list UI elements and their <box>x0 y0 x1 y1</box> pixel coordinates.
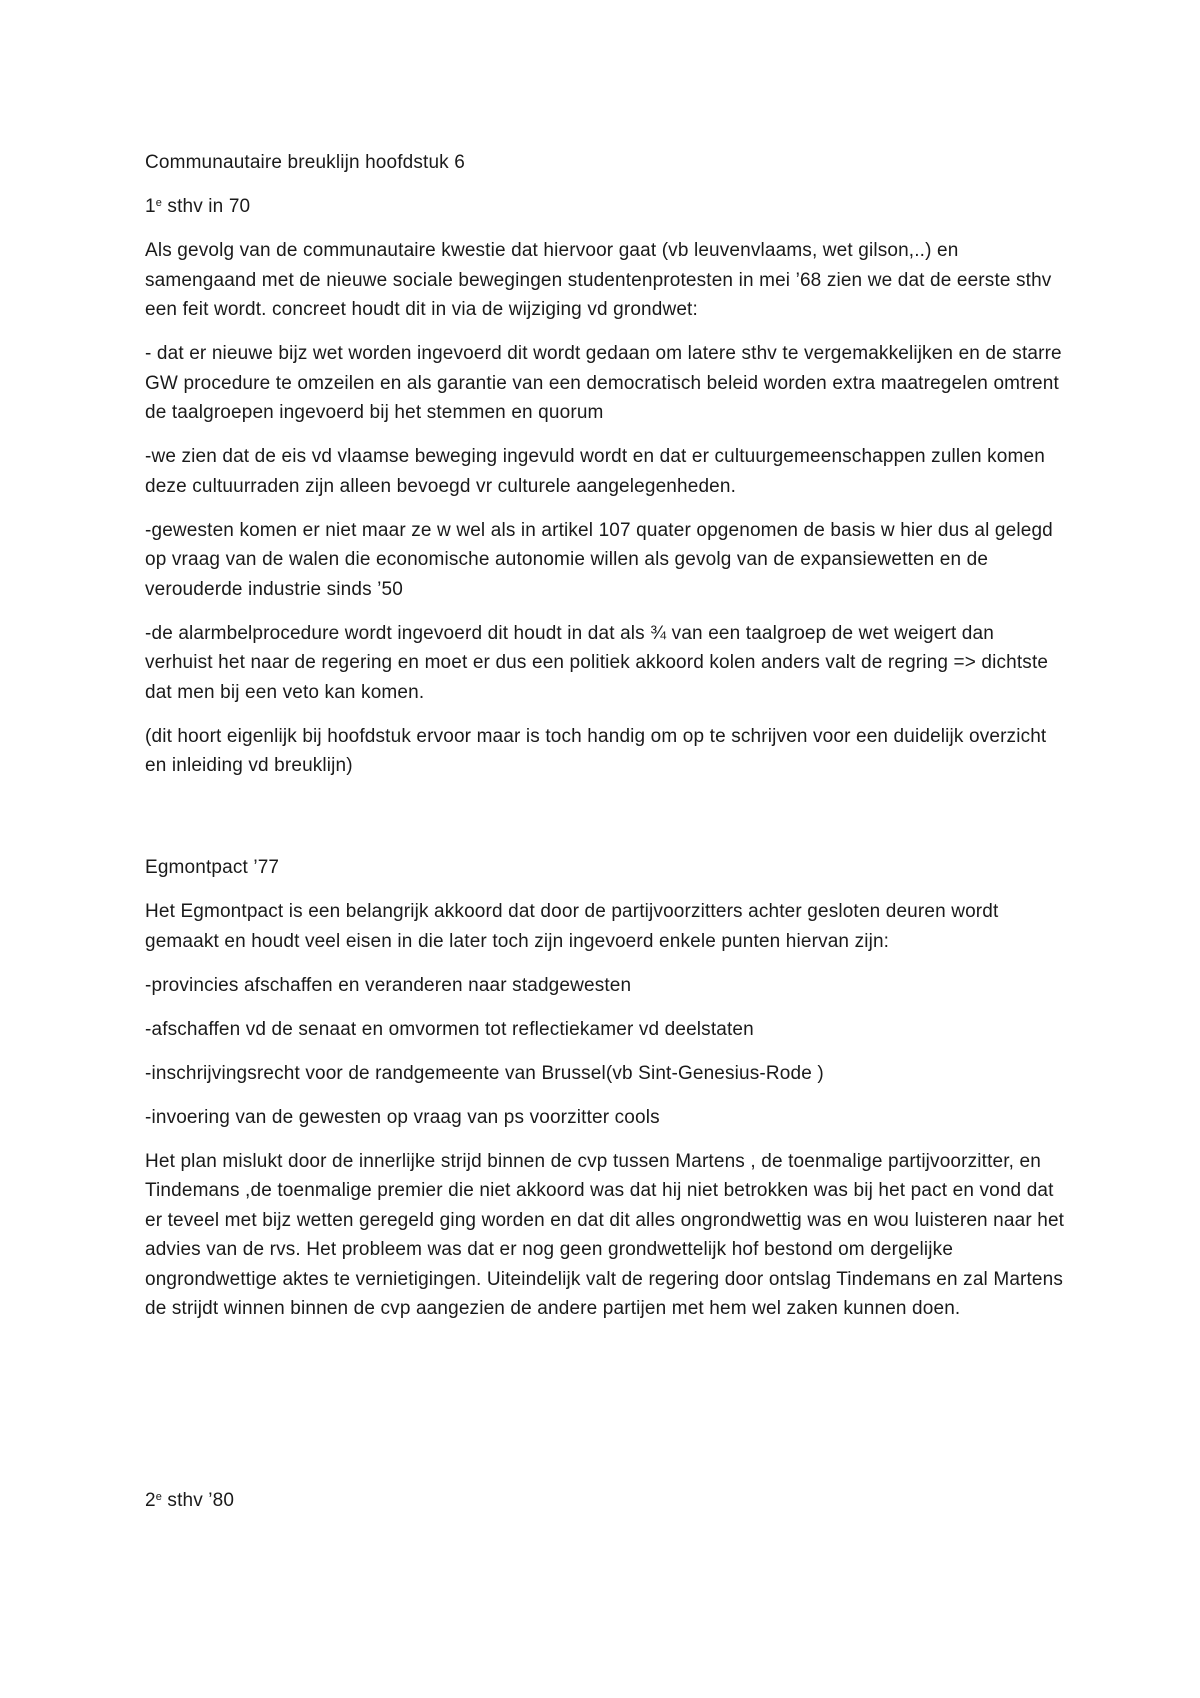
bullet-paragraph: -afschaffen vd de senaat en omvormen tot reflectiekamer vd deelstaten <box>145 1018 754 1040</box>
bullet-paragraph: -invoering van de gewesten op vraag van ps voorzitter cools <box>145 1106 660 1128</box>
subheading-text: sthv ’80 <box>162 1490 235 1511</box>
section-title: Egmontpact ’77 <box>145 857 280 878</box>
bullet-paragraph: -provincies afschaffen en veranderen naar stadgewesten <box>145 974 632 996</box>
subheading-ordinal: e <box>155 1491 162 1503</box>
bullet-paragraph: - dat er nieuwe bijz wet worden ingevoerd dit wordt gedaan om latere sthv te vergemakkelijken en de starre GW procedure te omzeilen en als garantie van een democratisch beleid worden extra maatregelen omtrent de taalgroepen ingevoerd bij het stemmen en quorum <box>145 343 1062 423</box>
document-page <box>145 148 1065 1530</box>
subheading-text: sthv in 70 <box>162 196 251 217</box>
subheading <box>145 192 1065 222</box>
blank-space <box>145 795 1065 853</box>
note-paragraph: (dit hoort eigenlijk bij hoofdstuk ervoor maar is toch handig om op te schrijven voor een duidelijk overzicht en inleiding vd breuklijn) <box>145 725 1047 776</box>
bullet-paragraph: -gewesten komen er niet maar ze w wel als in artikel 107 quater opgenomen de basis w hier dus al gelegd op vraag van de walen die economische autonomie willen als gevolg van de expansiewetten en de verouderde industrie sinds ’50 <box>145 519 1053 600</box>
intro-paragraph: Als gevolg van de communautaire kwestie dat hiervoor gaat (vb leuvenvlaams, wet gilson,..) en samengaand met de nieuwe sociale bewegingen studentenprotesten in mei ’68 zien we dat de eerste sthv een feit wordt. concreet houdt dit in via de wijziging vd grondwet: <box>145 240 1052 320</box>
blank-space <box>145 1338 1065 1486</box>
subheading-number: 1 <box>145 196 156 217</box>
bullet-paragraph: -inschrijvingsrecht voor de randgemeente van Brussel(vb Sint-Genesius-Rode ) <box>145 1062 824 1084</box>
intro-paragraph: Het Egmontpact is een belangrijk akkoord dat door de partijvoorzitters achter gesloten deuren wordt gemaakt en houdt veel eisen in die later toch zijn ingevoerd enkele punten hiervan zijn: <box>145 901 999 952</box>
subheading <box>145 1486 1065 1516</box>
section-title: Communautaire breuklijn hoofdstuk 6 <box>145 152 465 173</box>
bullet-paragraph: -de alarmbelprocedure wordt ingevoerd dit houdt in dat als ¾ van een taalgroep de wet weigert dan verhuist het naar de regering en moet er dus een politiek akkoord kolen anders valt de regring => dichtste dat men bij een veto kan komen. <box>145 622 1049 703</box>
subheading-ordinal: e <box>155 197 162 209</box>
bullet-paragraph: -we zien dat de eis vd vlaamse beweging ingevuld wordt en dat er cultuurgemeenschappen zullen komen deze cultuurraden zijn alleen bevoegd vr culturele aangelegenheden. <box>145 446 1045 497</box>
conclusion-paragraph: Het plan mislukt door de innerlijke strijd binnen de cvp tussen Martens , de toenmalige partijvoorzitter, en Tindemans ,de toenmalige premier die niet akkoord was dat hij niet betrokken was bij het pact en vond dat er teveel met bijz wetten geregeld ging worden en dat dit alles ongrondwettig was en wou luisteren naar het advies van de rvs. Het probleem was dat er nog geen grondwettelijk hof bestond om dergelijke ongrondwettige aktes te vernietigingen. Uiteindelijk valt de regering door ontslag Tindemans en zal Martens de strijdt winnen binnen de cvp aangezien de andere partijen met hem wel zaken kunnen doen. <box>145 1150 1065 1319</box>
subheading-number: 2 <box>145 1490 156 1511</box>
